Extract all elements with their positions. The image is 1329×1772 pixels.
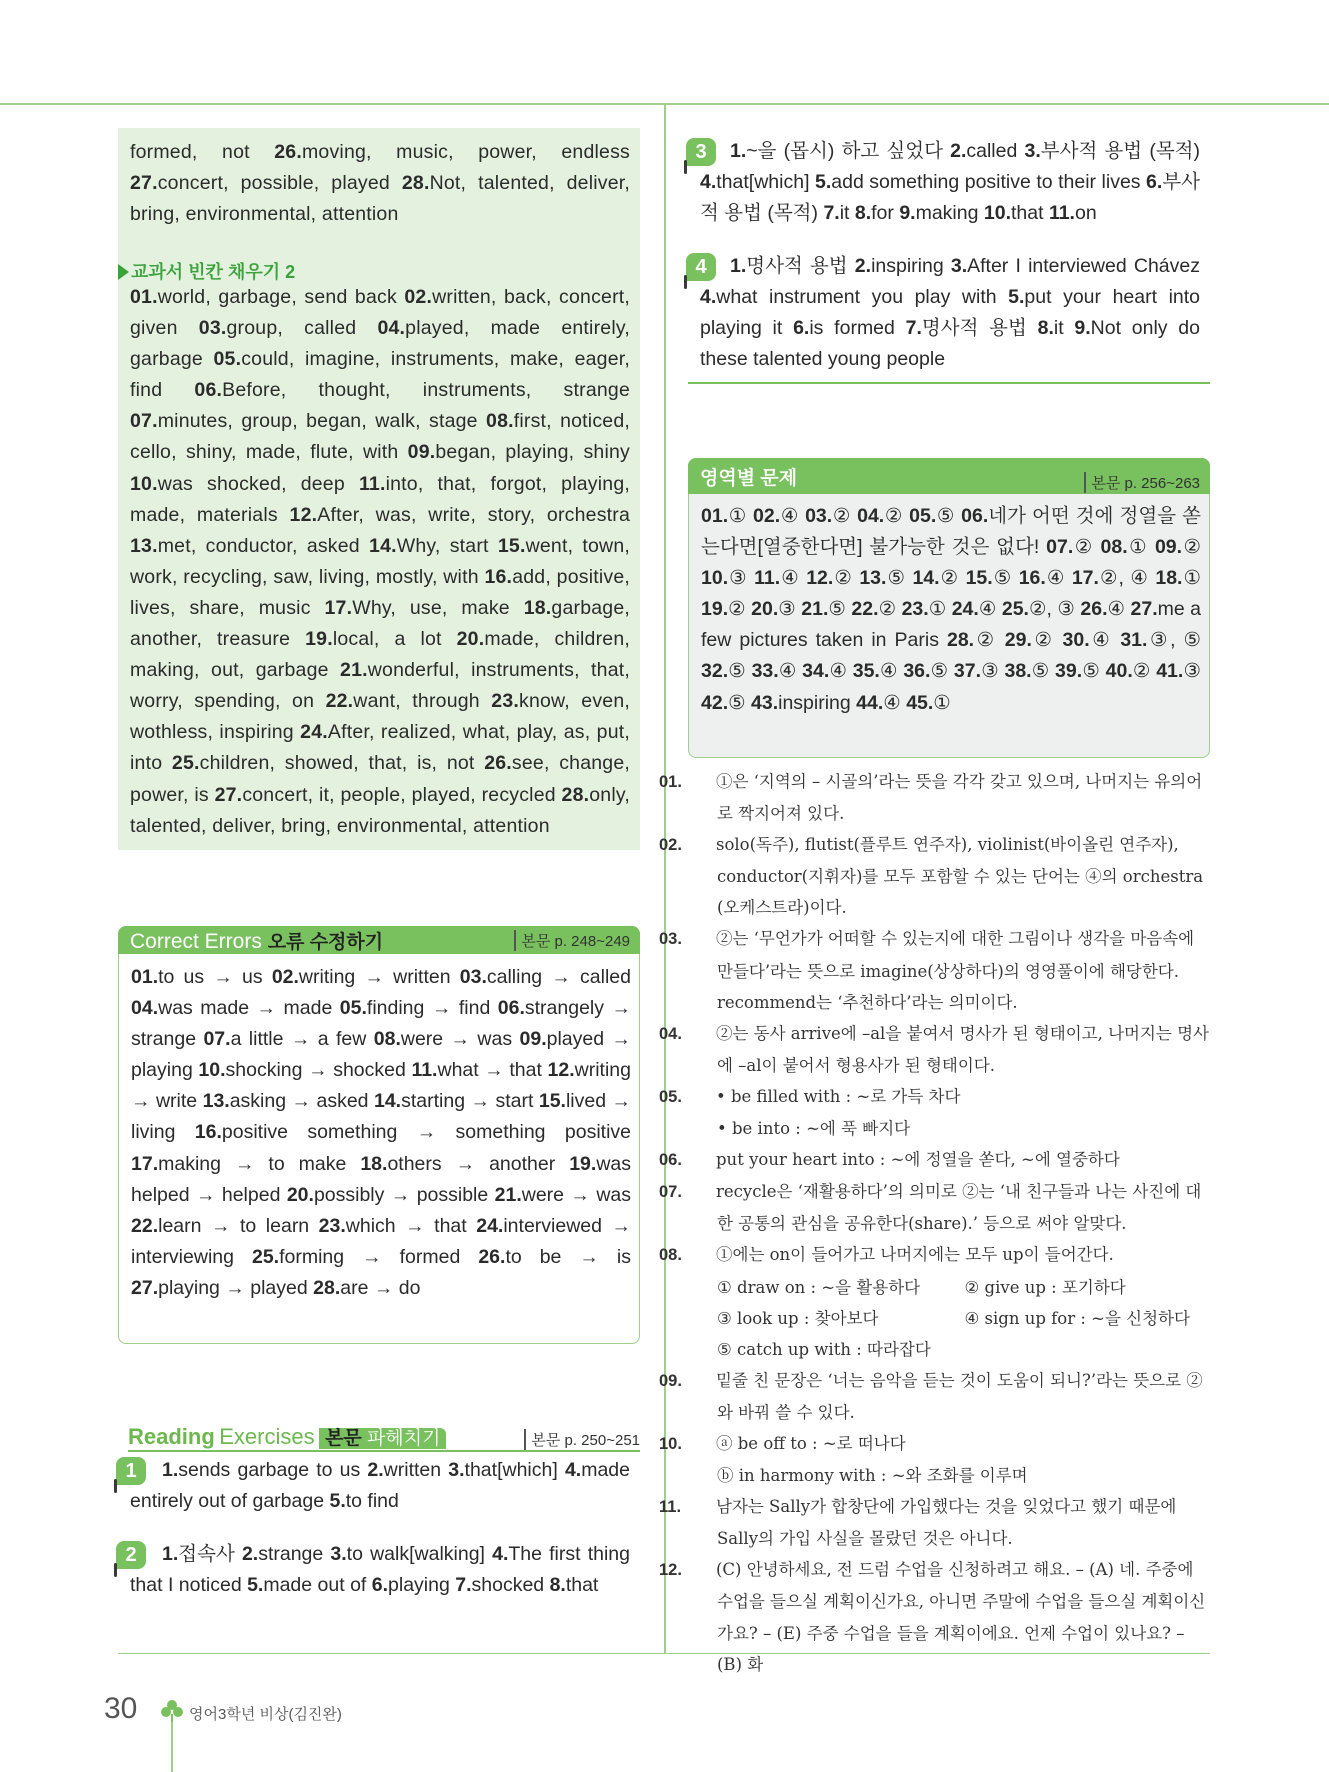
explanations [659, 766, 1212, 1680]
explanation-pair-row [688, 1303, 1212, 1334]
correct-errors-answers: 01.to us → us 02.writing → written 03.calling → called 04.was made → made 05.finding → find 06.strangely → strange 07.a little → a few 08.were → was 09.played → playing 10.shocking → shocked 11.what → that 12.writing → write 13.asking → asked 14.starting → start 15.lived → living 16.positive something → something positive 17.making → to make 18.others → another 19.was helped → helped 20.possibly → possible 21.were → was 22.learn → to learn 23.which → that 24.interviewed → interviewing 25.forming → formed 26.to be → is 27.playing → played 28.are → do [131, 966, 632, 1299]
explanation-item [659, 1239, 1212, 1271]
explanation-item [659, 766, 1212, 829]
explanation-item [659, 829, 1212, 923]
explanation-number: 02. [659, 836, 682, 855]
page-number: 30 [104, 1692, 138, 1725]
explanation-item [659, 923, 1212, 1017]
correct-errors-ref: 본문 p. 248~249 [514, 930, 630, 951]
explanation-text: 남자는 Sally가 합창단에 가입했다는 것을 잊었다고 했기 때문에 Sally의 가입 사실을 몰랐던 것은 아니다. [716, 1497, 1177, 1549]
fill-in-title [118, 258, 295, 284]
explanation-text: • be filled with : ~로 가득 차다 [716, 1086, 961, 1106]
area-problems-box [688, 458, 1210, 758]
explanation-number: 11. [659, 1498, 682, 1517]
reading-tag [319, 1428, 446, 1449]
reading-header-line [128, 1450, 640, 1452]
explanation-subline: ⓑ in harmony with : ~와 조화를 이루며 [717, 1466, 1028, 1486]
explanation-item [659, 1176, 1212, 1239]
footer-line [171, 1722, 173, 1772]
explanation-pair-row [688, 1272, 1212, 1303]
explanation-pair-item [965, 1334, 1213, 1365]
explanation-text: recycle은 ‘재활용하다’의 의미로 ②는 ‘내 친구들과 나는 사진에 대한 공통의 관심을 공유한다(share).’ 등으로 써야 알맞다. [716, 1182, 1202, 1234]
area-problems-title: 영역별 문제 [700, 468, 798, 489]
fill-in-title-text: 교과서 빈칸 채우기 2 [131, 262, 296, 282]
explanation-number: 05. [659, 1087, 682, 1106]
reading-ref: 본문 p. 250~251 [524, 1429, 640, 1450]
reading-tag-text: 파헤치기 [367, 1428, 441, 1449]
area-problems-header [688, 458, 1210, 494]
correct-errors-title-ko: 오류 수정하기 [267, 932, 384, 953]
reading-exercises-header [128, 1423, 640, 1449]
footer-title: 영어3학년 비상(김진완) [189, 1706, 342, 1723]
explanation-pair-item: ② give up : 포기하다 [964, 1277, 1126, 1297]
explanation-number: 08. [659, 1246, 682, 1265]
explanation-item [659, 1554, 1212, 1679]
explanation-text: solo(독주), flutist(플루트 연주자), violinist(바이올린 연주자), conductor(지휘자)를 모두 포함할 수 있는 단어는 ④의 orchestra (오케스트라)이다. [716, 835, 1204, 918]
explanation-pair-item: ⑤ catch up with : 따라잡다 [717, 1339, 931, 1359]
explanation-number: 01. [659, 773, 682, 791]
column-divider [664, 103, 666, 1653]
explanation-item [659, 1144, 1212, 1176]
explanation-number: 12. [659, 1561, 682, 1580]
reading-word: Reading [128, 1424, 215, 1449]
explanation-text: (C) 안녕하세요, 전 드럼 수업을 신청하려고 해요. – (A) 네. 주중에 수업을 들으실 계획이신가요, 아니면 주말에 수업을 들으실 계획이신가요? – (E) 주중 수업을 들을 계획이에요. 언제 수업이 있나요? – (B) 화 [716, 1560, 1206, 1674]
explanation-pair-item: ④ sign up for : ~을 신청하다 [964, 1308, 1190, 1328]
explanation-pair-row [688, 1334, 1212, 1365]
explanation-number: 06. [659, 1151, 682, 1170]
correct-errors-box [118, 926, 640, 1344]
exercises-word: Exercises [219, 1424, 315, 1449]
correct-errors-title-en: Correct Errors [130, 930, 262, 953]
explanation-item [659, 1018, 1212, 1081]
explanation-number: 10. [659, 1434, 682, 1453]
correct-errors-header [118, 926, 640, 954]
explanation-pair-item: ③ look up : 찾아보다 [717, 1308, 879, 1328]
explanation-item [659, 1491, 1212, 1554]
correct-errors-title [130, 927, 383, 954]
fill-in-continued: formed, not 26.moving, music, power, endless 27.concert, possible, played 28.Not, talented, deliver, bring, environmental, attention [130, 141, 630, 226]
answers-3: 1.~을 (몹시) 하고 싶었다 2.called 3.부사적 용법 (목적) 4.that[which] 5.add something positive to their lives 6.부사적 용법 (목적) 7.it 8.for 9.making 10.that 11.on [700, 140, 1200, 225]
fill-in-box [118, 128, 640, 850]
answers-4: 1.명사적 용법 2.inspiring 3.After I interviewed Chávez 4.what instrument you play with 5.put your heart into playing it 6.is formed 7.명사적 용법 8.it 9.Not only do these talented young people [700, 255, 1201, 371]
explanation-number: 04. [659, 1024, 682, 1043]
explanation-text: 밑줄 친 문장은 ‘너는 음악을 듣는 것이 도움이 되니?’라는 뜻으로 ②와 바꿔 쓸 수 있다. [716, 1370, 1203, 1422]
explanation-number: 09. [659, 1371, 682, 1390]
explanation-text: ②는 ‘무언가가 어떠할 수 있는지에 대한 그림이나 생각을 마음속에 만들다’라는 뜻으로 imagine(상상하다)의 영영풀이에 해당한다. recommend는 ‘추천하다’라는 의미이다. [716, 929, 1195, 1012]
explanation-number: 07. [659, 1183, 682, 1202]
explanation-pair-item: ① draw on : ~을 활용하다 [717, 1277, 921, 1297]
explanation-text: ②는 동사 arrive에 –al을 붙여서 명사가 된 형태이고, 나머지는 명사에 –al이 붙어서 형용사가 된 형태이다. [716, 1023, 1209, 1075]
explanation-item [659, 1365, 1212, 1428]
explanation-item [659, 1081, 1212, 1113]
explanation-item [659, 1428, 1212, 1460]
explanation-number: 03. [659, 930, 682, 949]
question-badge-2: 2 [116, 1541, 146, 1569]
explanation-text: ⓐ be off to : ~로 떠나다 [716, 1433, 906, 1453]
explanation-text: ①은 ‘지역의 – 시골의’라는 뜻을 각각 갖고 있으며, 나머지는 유의어로 짝지어져 있다. [716, 772, 1203, 824]
reading-answers-2: 1.접속사 2.strange 3.to walk[walking] 4.The first thing that I noticed 5.made out of 6.playing 7.shocked 8.that [130, 1543, 630, 1597]
reading-tag-bold: 본문 [325, 1428, 362, 1449]
explanation-subline: • be into : ~에 푹 빠지다 [717, 1119, 911, 1139]
question-badge-1: 1 [116, 1457, 146, 1485]
explanation-text: put your heart into : ~에 정열을 쏟다, ~에 열중하다 [716, 1150, 1120, 1170]
triangle-icon [118, 264, 129, 280]
explanation-text: ①에는 on이 들어가고 나머지에는 모두 up이 들어간다. [716, 1245, 1114, 1265]
area-problems-ref: 본문 p. 256~263 [1084, 472, 1200, 493]
reading-answers-1: 1.sends garbage to us 2.written 3.that[which] 4.made entirely out of garbage 5.to find [130, 1459, 630, 1513]
section-4-underline [688, 382, 1210, 384]
question-badge-3: 3 [686, 138, 716, 166]
area-problems-answers: 01.① 02.④ 03.② 04.② 05.⑤ 06.네가 어떤 것에 정열을 쏟는다면[열중한다면] 불가능한 것은 없다! 07.② 08.① 09.② 10.③ 11.④ 12.② 13.⑤ 14.② 15.⑤ 16.④ 17.②, ④ 18.① 19.② 20.③ 21.⑤ 22.② 23.① 24.④ 25.②, ③ 26.④ 27.me a few pictures taken in Paris 28.② 29.② 30.④ 31.③, ⑤ 32.⑤ 33.④ 34.④ 35.④ 36.⑤ 37.③ 38.⑤ 39.⑤ 40.② 41.③ 42.⑤ 43.inspiring 44.④ 45.① [701, 505, 1202, 714]
fill-in-answers: 01.world, garbage, send back 02.written, back, concert, given 03.group, called 04.played, made entirely, garbage 05.could, imagine, instruments, make, eager, find 06.Before, thought, instruments, strange 07.minutes, group, began, walk, stage 08.first, noticed, cello, shiny, made, flute, with 09.began, playing, shiny 10.was shocked, deep 11.into, that, forgot, playing, made, materials 12.After, was, write, story, orchestra 13.met, conductor, asked 14.Why, start 15.went, town, work, recycling, saw, living, mostly, with 16.add, positive, lives, share, music 17.Why, use, make 18.garbage, another, treasure 19.local, a lot 20.made, children, making, out, garbage 21.wonderful, instruments, that, worry, spending, on 22.want, through 23.know, even, wothless, inspiring 24.After, realized, what, play, as, put, into 25.children, showed, that, is, not 26.see, change, power, is 27.concert, it, people, played, recycled 28.only, talented, deliver, bring, environmental, attention [130, 286, 631, 837]
question-badge-4: 4 [686, 253, 716, 281]
